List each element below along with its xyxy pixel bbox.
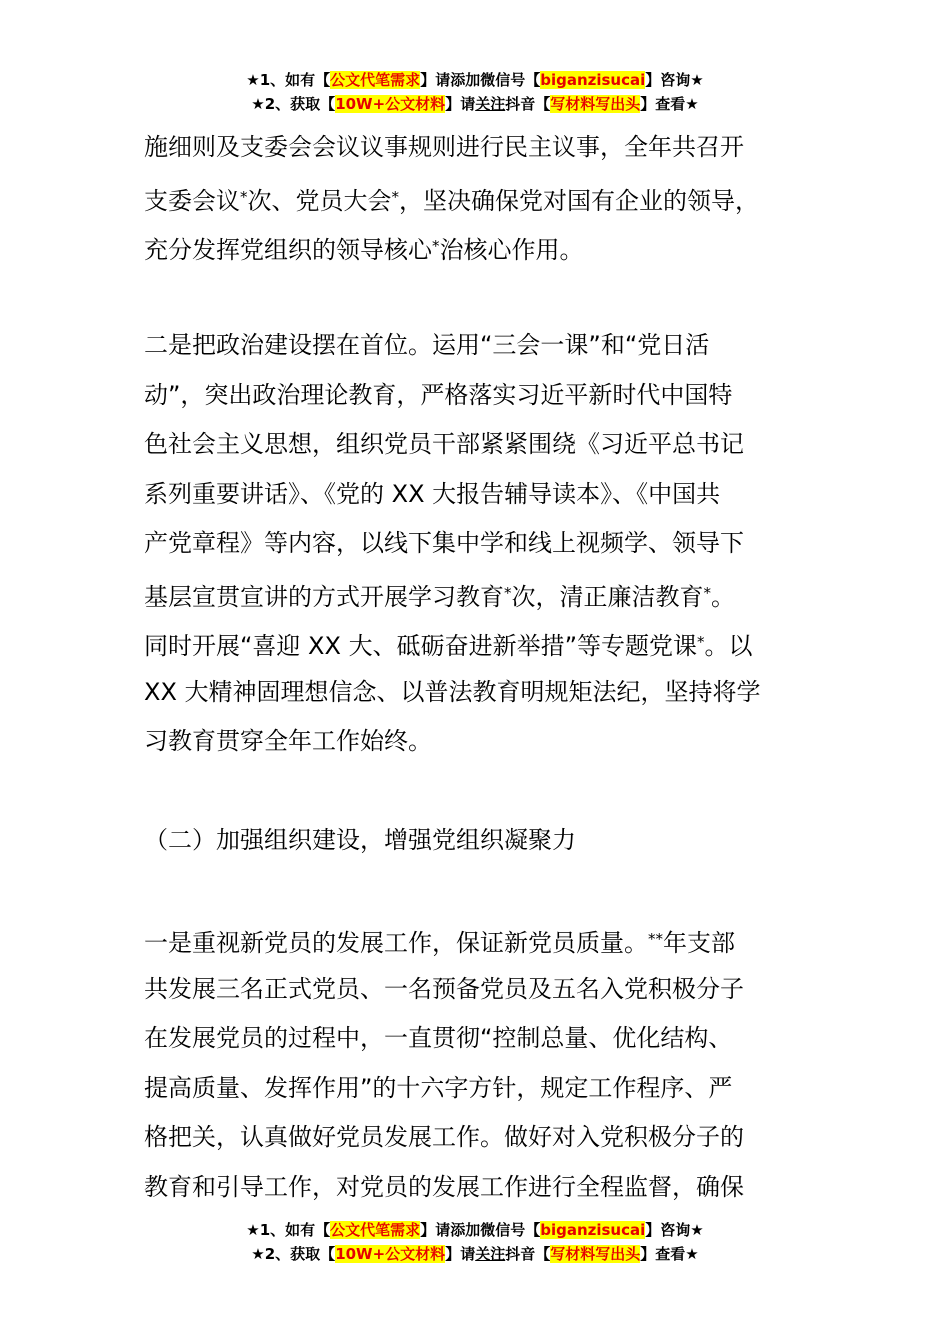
banner-line-2: ★2、获取【10W+公文材料】请关注抖音【写材料写出头】查看★ xyxy=(251,1245,699,1263)
bottom-banner xyxy=(0,1218,950,1266)
highlight-service: 公文代笔需求 xyxy=(330,1221,421,1239)
text-line: 充分发挥党组织的领导核心*治核心作用。 xyxy=(144,236,584,264)
text-line: 提高质量、发挥作用”的十六字方针，规定工作程序、严 xyxy=(144,1073,733,1102)
top-banner xyxy=(0,68,950,116)
banner-line-1: ★1、如有【公文代笔需求】请添加微信号【biganzisucai】咨询★ xyxy=(246,71,704,89)
text-line: 二是把政治建设摆在首位。运用“三会一课”和“党日活 xyxy=(144,331,710,359)
highlight-account: 写材料写出头 xyxy=(550,1245,641,1263)
text-line: 共发展三名正式党员、一名预备党员及五名入党积极分子 xyxy=(144,974,744,1003)
text-line: 基层宣贯宣讲的方式开展学习教育*次，清正廉洁教育*。 xyxy=(144,582,735,611)
text-line: 动”，突出政治理论教育，严格落实习近平新时代中国特 xyxy=(144,380,733,409)
text-line: 系列重要讲话》、《党的 XX 大报告辅导读本》、《中国共 xyxy=(144,479,721,508)
highlight-service: 公文代笔需求 xyxy=(330,71,421,89)
text-line: 支委会议*次、党员大会*，坚决确保党对国有企业的领导， xyxy=(144,186,759,215)
paragraph-3 xyxy=(144,915,814,1212)
paragraph-1 xyxy=(144,123,814,272)
text-line: 教育和引导工作，对党员的发展工作进行全程监督，确保 xyxy=(144,1172,744,1201)
highlight-materials: 10W+公文材料 xyxy=(335,95,446,113)
text-line: 习教育贯穿全年工作始终。 xyxy=(144,727,432,755)
text-line: 格把关，认真做好党员发展工作。做好对入党积极分子的 xyxy=(144,1123,744,1151)
highlight-account: 写材料写出头 xyxy=(550,95,641,113)
text-line: 色社会主义思想，组织党员干部紧紧围绕《习近平总书记 xyxy=(144,430,744,458)
highlight-wechat-id: biganzisucai xyxy=(540,71,646,89)
highlight-wechat-id: biganzisucai xyxy=(540,1221,646,1239)
banner-line-2: ★2、获取【10W+公文材料】请关注抖音【写材料写出头】查看★ xyxy=(251,95,699,113)
text-line: 同时开展“喜迎 XX 大、砥砺奋进新举措”等专题党课*。以 xyxy=(144,632,753,660)
text-line: 产党章程》等内容，以线下集中学和线上视频学、领导下 xyxy=(144,529,744,557)
text-line: 施细则及支委会会议议事规则进行民主议事，全年共召开 xyxy=(144,133,744,161)
text-line: 一是重视新党员的发展工作，保证新党员质量。**年支部 xyxy=(144,929,735,957)
highlight-materials: 10W+公文材料 xyxy=(335,1245,446,1263)
section-heading: （二）加强组织建设，增强党组织凝聚力 xyxy=(144,826,576,854)
document-body xyxy=(144,123,814,1212)
paragraph-2 xyxy=(144,321,814,767)
text-line: 在发展党员的过程中，一直贯彻“控制总量、优化结构、 xyxy=(144,1024,733,1052)
text-line: XX 大精神固理想信念、以普法教育明规矩法纪，坚持将学 xyxy=(144,677,761,706)
banner-line-1: ★1、如有【公文代笔需求】请添加微信号【biganzisucai】咨询★ xyxy=(246,1221,704,1239)
